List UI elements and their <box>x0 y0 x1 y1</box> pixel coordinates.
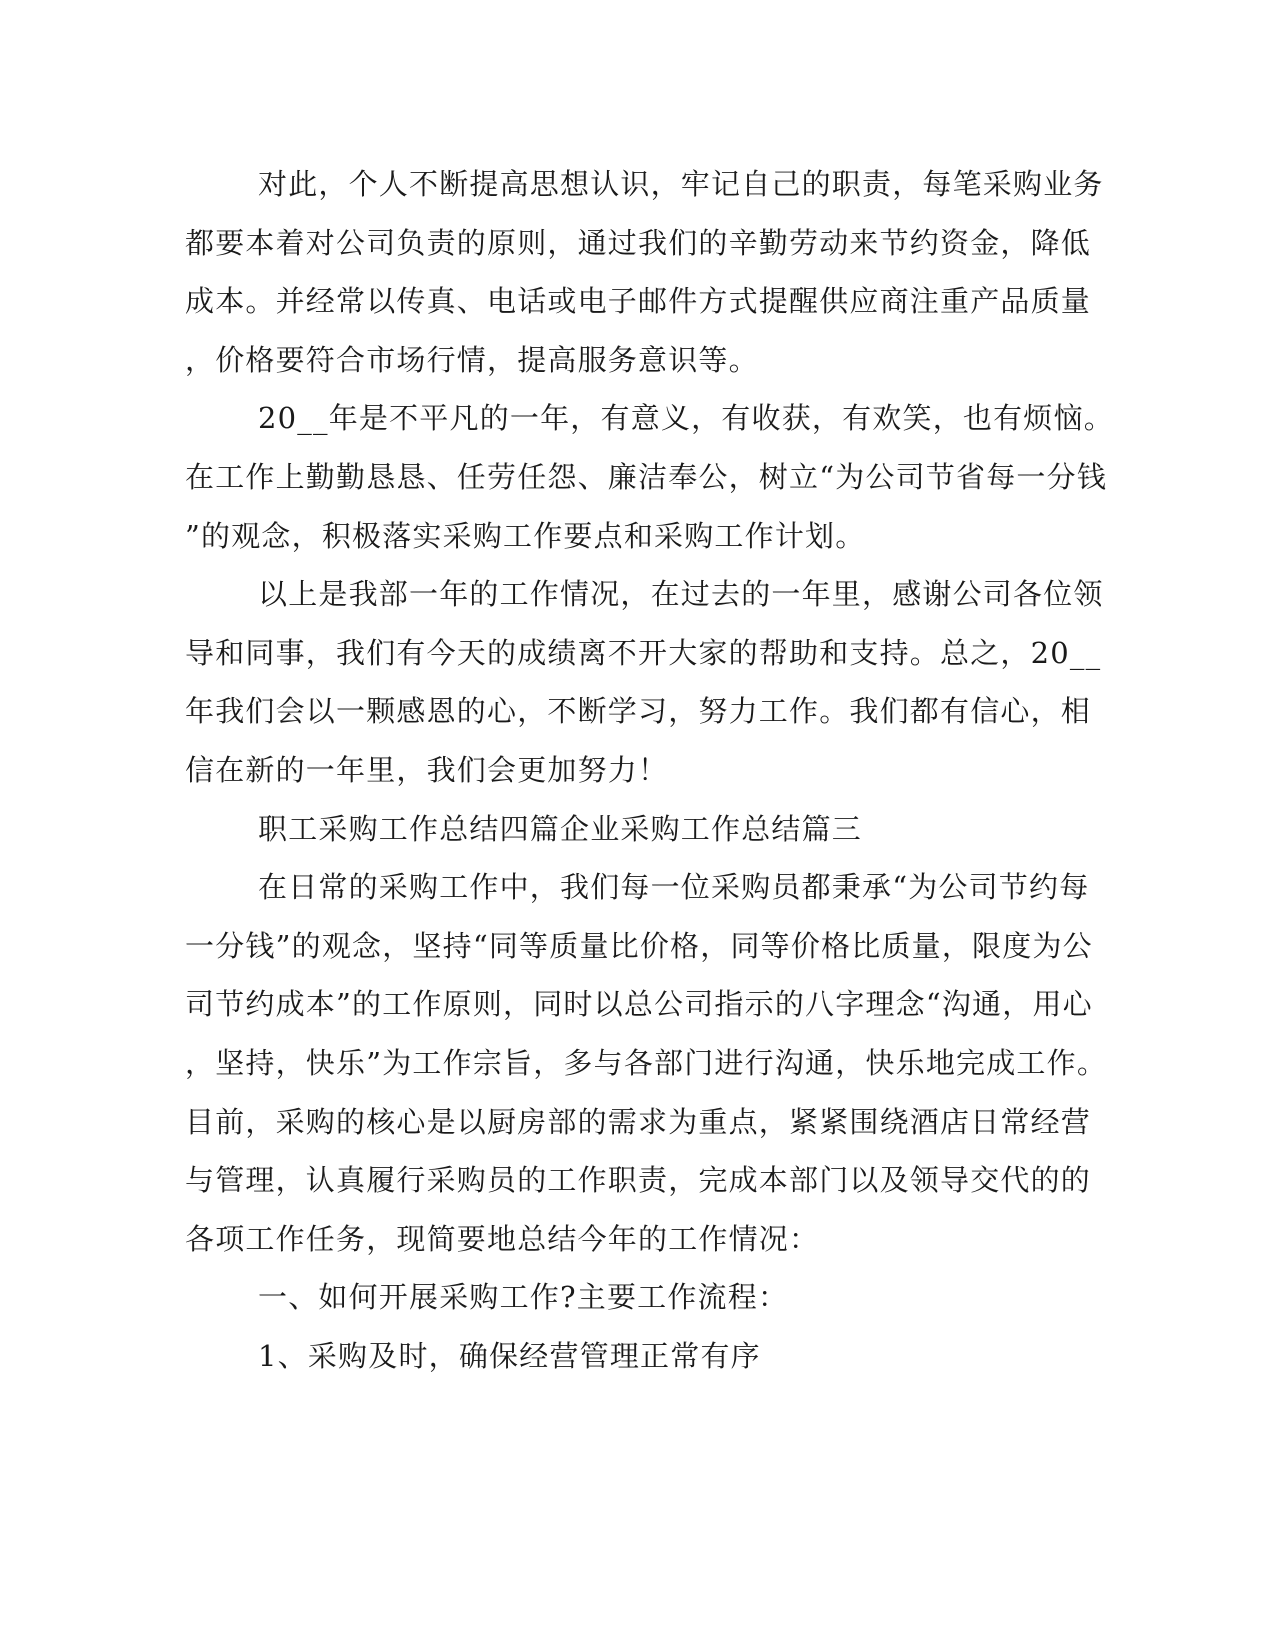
paragraph-line: 成本。并经常以传真、电话或电子邮件方式提醒供应商注重产品质量 <box>185 284 1092 319</box>
paragraph-line: 20__年是不平凡的一年，有意义，有收获，有欢笑，也有烦恼。 <box>258 401 1114 436</box>
paragraph-line: 导和同事，我们有今天的成绩离不开大家的帮助和支持。总之，20__ <box>185 635 1102 670</box>
paragraph-line: 目前，采购的核心是以厨房部的需求为重点，紧紧围绕酒店日常经营 <box>185 1104 1092 1139</box>
paragraph-line: ，坚持，快乐”为工作宗旨，多与各部门进行沟通，快乐地完成工作。 <box>185 1045 1108 1080</box>
paragraph-line: 一分钱”的观念，坚持“同等质量比价格，同等价格比质量，限度为公 <box>185 928 1093 963</box>
paragraph-line: ，价格要符合市场行情，提高服务意识等。 <box>185 342 759 377</box>
paragraph-line: 信在新的一年里，我们会更加努力！ <box>185 752 669 787</box>
paragraph-line: 年我们会以一颗感恩的心，不断学习，努力工作。我们都有信心，相 <box>185 694 1092 729</box>
section-heading: 职工采购工作总结四篇企业采购工作总结篇三 <box>258 811 863 846</box>
paragraph-line: 司节约成本”的工作原则，同时以总公司指示的八字理念“沟通，用心 <box>185 987 1093 1022</box>
paragraph-line: 与管理，认真履行采购员的工作职责，完成本部门以及领导交代的的 <box>185 1163 1092 1198</box>
list-item: 1、采购及时，确保经营管理正常有序 <box>258 1338 761 1373</box>
paragraph-line: 在工作上勤勤恳恳、任劳任怨、廉洁奉公，树立“为公司节省每一分钱 <box>185 459 1108 494</box>
subheading: 一、如何开展采购工作?主要工作流程： <box>258 1280 789 1315</box>
paragraph-line: ”的观念，积极落实采购工作要点和采购工作计划。 <box>185 518 866 553</box>
paragraph-line: 在日常的采购工作中，我们每一位采购员都秉承“为公司节约每 <box>258 870 1090 905</box>
paragraph-line: 对此，个人不断提高思想认识，牢记自己的职责，每笔采购业务 <box>258 167 1104 201</box>
document-body <box>185 155 1114 1385</box>
paragraph-line: 以上是我部一年的工作情况，在过去的一年里，感谢公司各位领 <box>258 577 1104 612</box>
paragraph-line: 各项工作任务，现简要地总结今年的工作情况： <box>185 1221 820 1256</box>
paragraph-line: 都要本着对公司负责的原则，通过我们的辛勤劳动来节约资金，降低 <box>185 225 1092 260</box>
